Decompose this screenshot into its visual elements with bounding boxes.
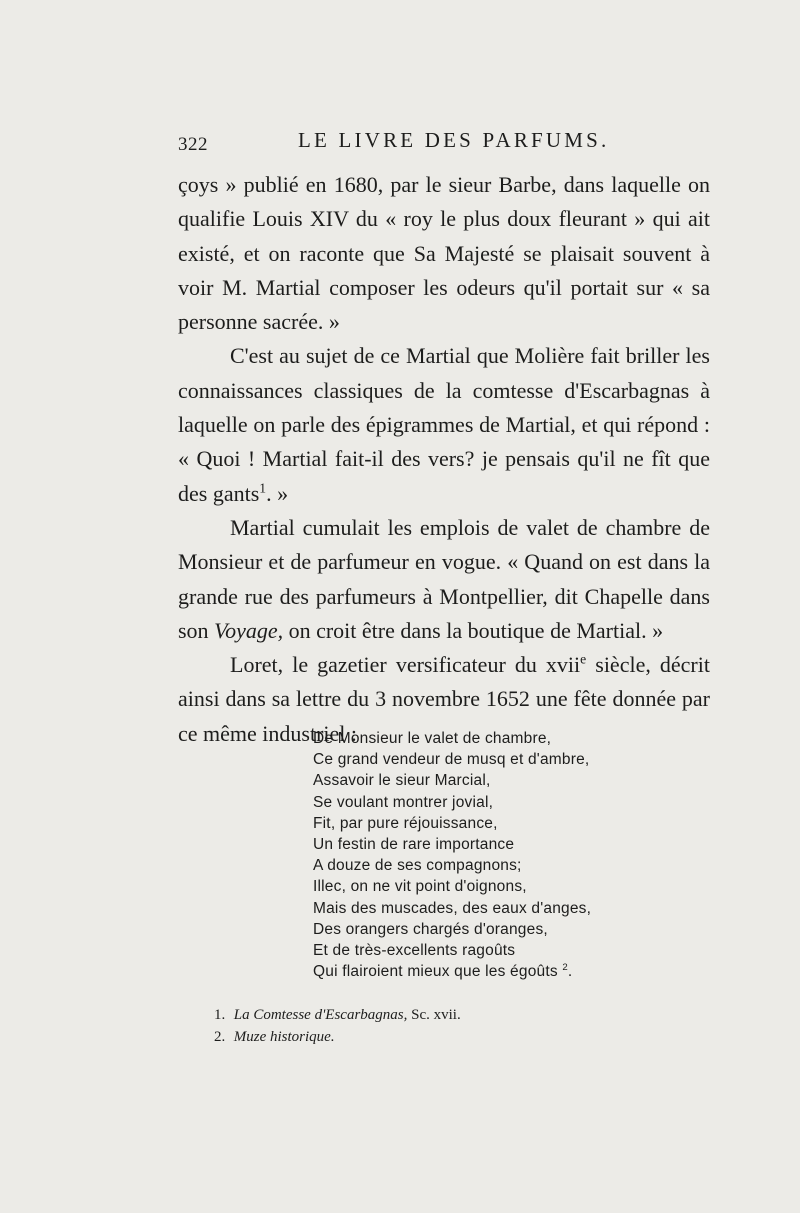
page-header — [178, 124, 708, 160]
footnote-number: 2. — [214, 1029, 226, 1045]
paragraph-text: siècle, décrit ainsi dans sa lettre du 3 novembre 1652 une fête donnée par ce même industriel : — [178, 652, 710, 746]
paragraph-text: . » — [266, 480, 289, 506]
footnote-italic: Muze historique. — [233, 1029, 335, 1045]
paragraph-text: on croit être dans la boutique de Martial. » — [283, 617, 664, 643]
footnote-ref: 2 — [562, 962, 568, 974]
paragraph — [178, 511, 710, 648]
verse-line: Se voulant montrer jovial, — [313, 793, 494, 811]
verse-line: Assavoir le sieur Marcial, — [313, 772, 491, 790]
verse-line: Un festin de rare importance — [313, 836, 515, 854]
verse-block — [313, 728, 633, 982]
verse-line-text: Qui flairoient mieux que les égoûts — [313, 963, 558, 981]
verse-line: A douze de ses compagnons; — [313, 857, 522, 875]
footnote — [214, 1004, 614, 1026]
page-number: 322 — [178, 134, 208, 155]
italic-title: Voyage, — [214, 617, 284, 643]
footnotes — [214, 1004, 614, 1048]
verse-line: Mais des muscades, des eaux d'anges, — [313, 899, 592, 917]
body-text — [178, 168, 710, 751]
verse-line: Qui flairoient mieux que les égoûts $^2$. — [313, 962, 573, 981]
verse-line: Des orangers chargés d'oranges, — [313, 920, 548, 938]
paragraph-text: Loret, le gazetier versificateur du xvii — [230, 652, 581, 678]
footnote-number: 1. — [214, 1007, 226, 1023]
verse-line: Fit, par pure réjouissance, — [313, 814, 498, 832]
footnote — [214, 1026, 614, 1048]
superscript: e — [580, 651, 587, 667]
footnote-text: Sc. xvii. — [407, 1007, 461, 1023]
paragraph — [178, 339, 710, 510]
verse-line: Ce grand vendeur de musq et d'ambre, — [313, 751, 590, 769]
footnote-ref: 1 — [259, 480, 267, 496]
verse-line: Et de très-excellents ragoûts — [313, 942, 516, 960]
running-title: LE LIVRE DES PARFUMS. — [298, 128, 610, 152]
verse-line: Illec, on ne vit point d'oignons, — [313, 878, 527, 896]
verse-line: De Monsieur le valet de chambre, — [313, 730, 552, 747]
paragraph-text: Martial cumulait les emplois de valet de chambre de Monsieur et de parfumeur en vogue. « Quand on est dans la grande rue des parfumeurs à Montpellier, dit Chapelle dans son — [178, 514, 710, 643]
footnote-italic: La Comtesse d'Escarbagnas, — [233, 1007, 408, 1023]
paragraph — [178, 168, 710, 339]
paragraph-text: C'est au sujet de ce Martial que Molière fait briller les connaissances classiques de la comtesse d'Escarbagnas à laquelle on parle des épigrammes de Martial, et qui répond : « Quoi ! Martial fait-il des vers? je pensais qu'il ne fît que des gants — [178, 343, 710, 506]
paragraph-text: çoys » publié en 1680, par le sieur Barbe, dans laquelle on qualifie Louis XIV du « roy le plus doux fleurant » qui ait existé, et on raconte que Sa Majesté se plaisait souvent à voir M. Martial composer les odeurs qu'il portait sur « sa personne sacrée. » — [178, 172, 710, 335]
